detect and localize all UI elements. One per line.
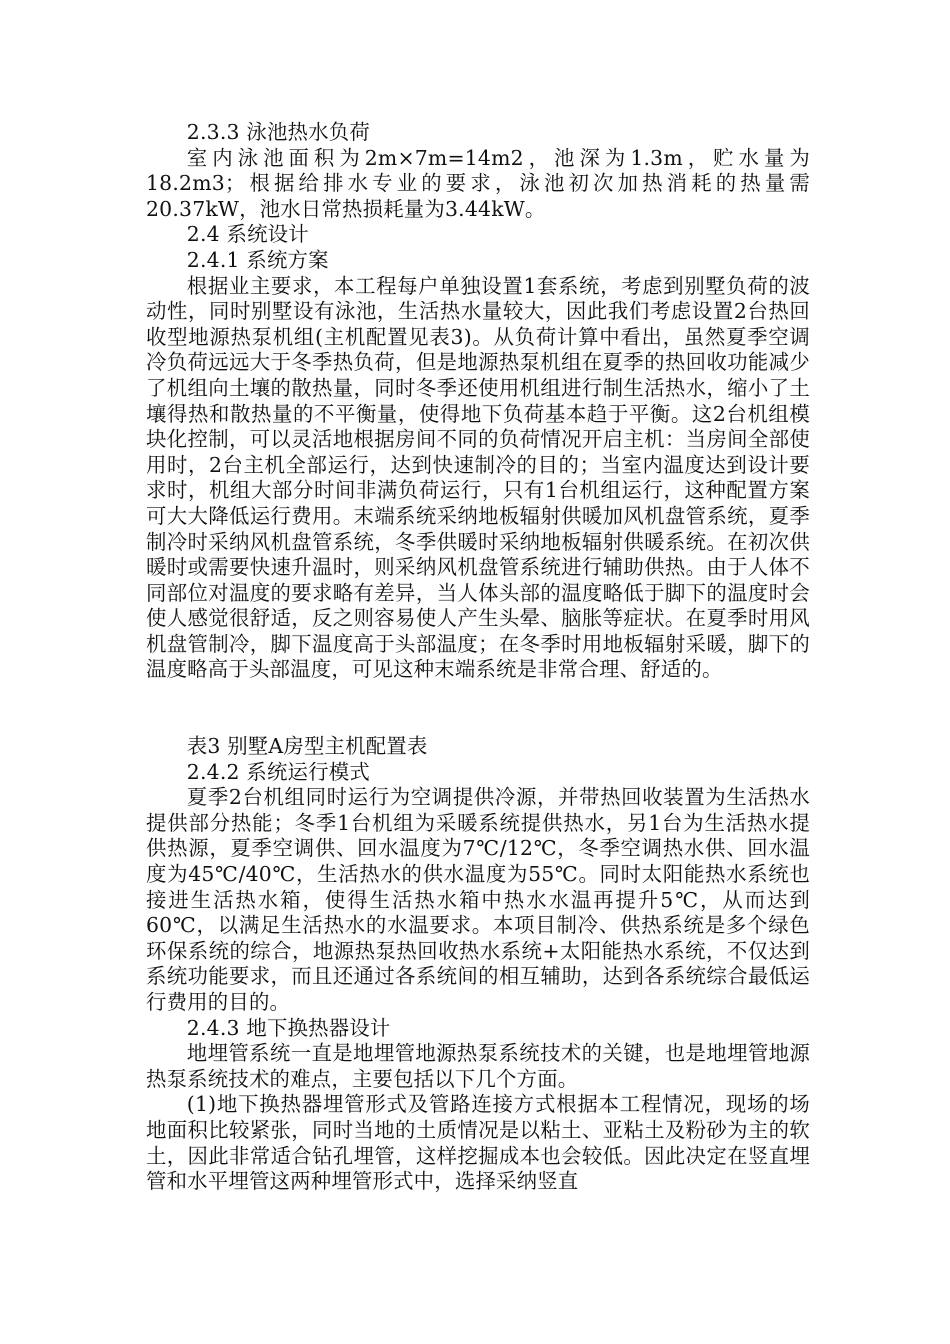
section-heading-2-4-2: 2.4.2 系统运行模式 [186, 759, 370, 784]
paragraph-ground-loop-item-1: (1)地下换热器埋管形式及管路连接方式根据本工程情况，现场的场地面积比较紧张，同时当地的土质情况是以粘土、亚粘土及粉砂为主的软土，因此非常适合钻孔埋管，这样挖掘成本也会较低。因此决定在竖直埋管和水平埋管这两种埋管形式中，选择采纳竖直 [146, 1092, 810, 1194]
table-caption: 表3 别墅A房型主机配置表 [186, 734, 428, 759]
section-heading-2-4-1: 2.4.1 系统方案 [186, 247, 329, 272]
section-heading-2-4: 2.4 系统设计 [186, 222, 309, 247]
document-body [146, 120, 810, 1195]
section-heading-2-3-3: 2.3.3 泳池热水负荷 [186, 120, 370, 144]
blank-space [146, 683, 810, 734]
paragraph-system-plan: 根据业主要求，本工程每户单独设置1套系统，考虑到别墅负荷的波动性，同时别墅设有泳池，生活热水量较大，因此我们考虑设置2台热回收型地源热泵机组(主机配置见表3)。从负荷计算中看出，虽然夏季空调冷负荷远远大于冬季热负荷，但是地源热泵机组在夏季的热回收功能减少了机组向土壤的散热量，同时冬季还使用机组进行制生活热水，缩小了土壤得热和散热量的不平衡量，使得地下负荷基本趋于平衡。这2台机组模块化控制，可以灵活地根据房间不同的负荷情况开启主机：当房间全部使用时，2台主机全部运行，达到快速制冷的目的；当室内温度达到设计要求时，机组大部分时间非满负荷运行，只有1台机组运行，这种配置方案可大大降低运行费用。末端系统采纳地板辐射供暖加风机盘管系统，夏季制冷时采纳风机盘管系统，冬季供暖时采纳地板辐射供暖系统。在初次供暖时或需要快速升温时，则采纳风机盘管系统进行辅助供热。由于人体不同部位对温度的要求略有差异，当人体头部的温度略低于脚下的温度时会使人感觉很舒适，反之则容易使人产生头晕、脑胀等症状。在夏季时用风机盘管制冷，脚下温度高于头部温度；在冬季时用地板辐射采暖，脚下的温度略高于头部温度，可见这种末端系统是非常合理、舒适的。 [146, 273, 810, 682]
paragraph-operation-mode: 夏季2台机组同时运行为空调提供冷源，并带热回收装置为生活热水提供部分热能；冬季1台机组为采暖系统提供热水，另1台为生活热水提供热源，夏季空调供、回水温度为7℃/12℃，冬季空调热水供、回水温度为45℃/40℃，生活热水的供水温度为55℃。同时太阳能热水系统也接进生活热水箱，使得生活热水箱中热水水温再提升5℃，从而达到60℃，以满足生活热水的水温要求。本项目制冷、供热系统是多个绿色环保系统的综合，地源热泵热回收热水系统+太阳能热水系统，不仅达到系统功能要求，而且还通过各系统间的相互辅助，达到各系统综合最低运行费用的目的。 [146, 785, 810, 1014]
paragraph-pool-load: 室内泳池面积为2m×7m=14m2，池深为1.3m，贮水量为18.2m3；根据给排水专业的要求，泳池初次加热消耗的热量需20.37kW，池水日常热损耗量为3.44kW。 [146, 145, 810, 221]
paragraph-ground-loop-intro: 地埋管系统一直是地埋管地源热泵系统技术的关键，也是地埋管地源热泵系统技术的难点，主要包括以下几个方面。 [146, 1041, 810, 1091]
section-heading-2-4-3: 2.4.3 地下换热器设计 [186, 1015, 391, 1040]
